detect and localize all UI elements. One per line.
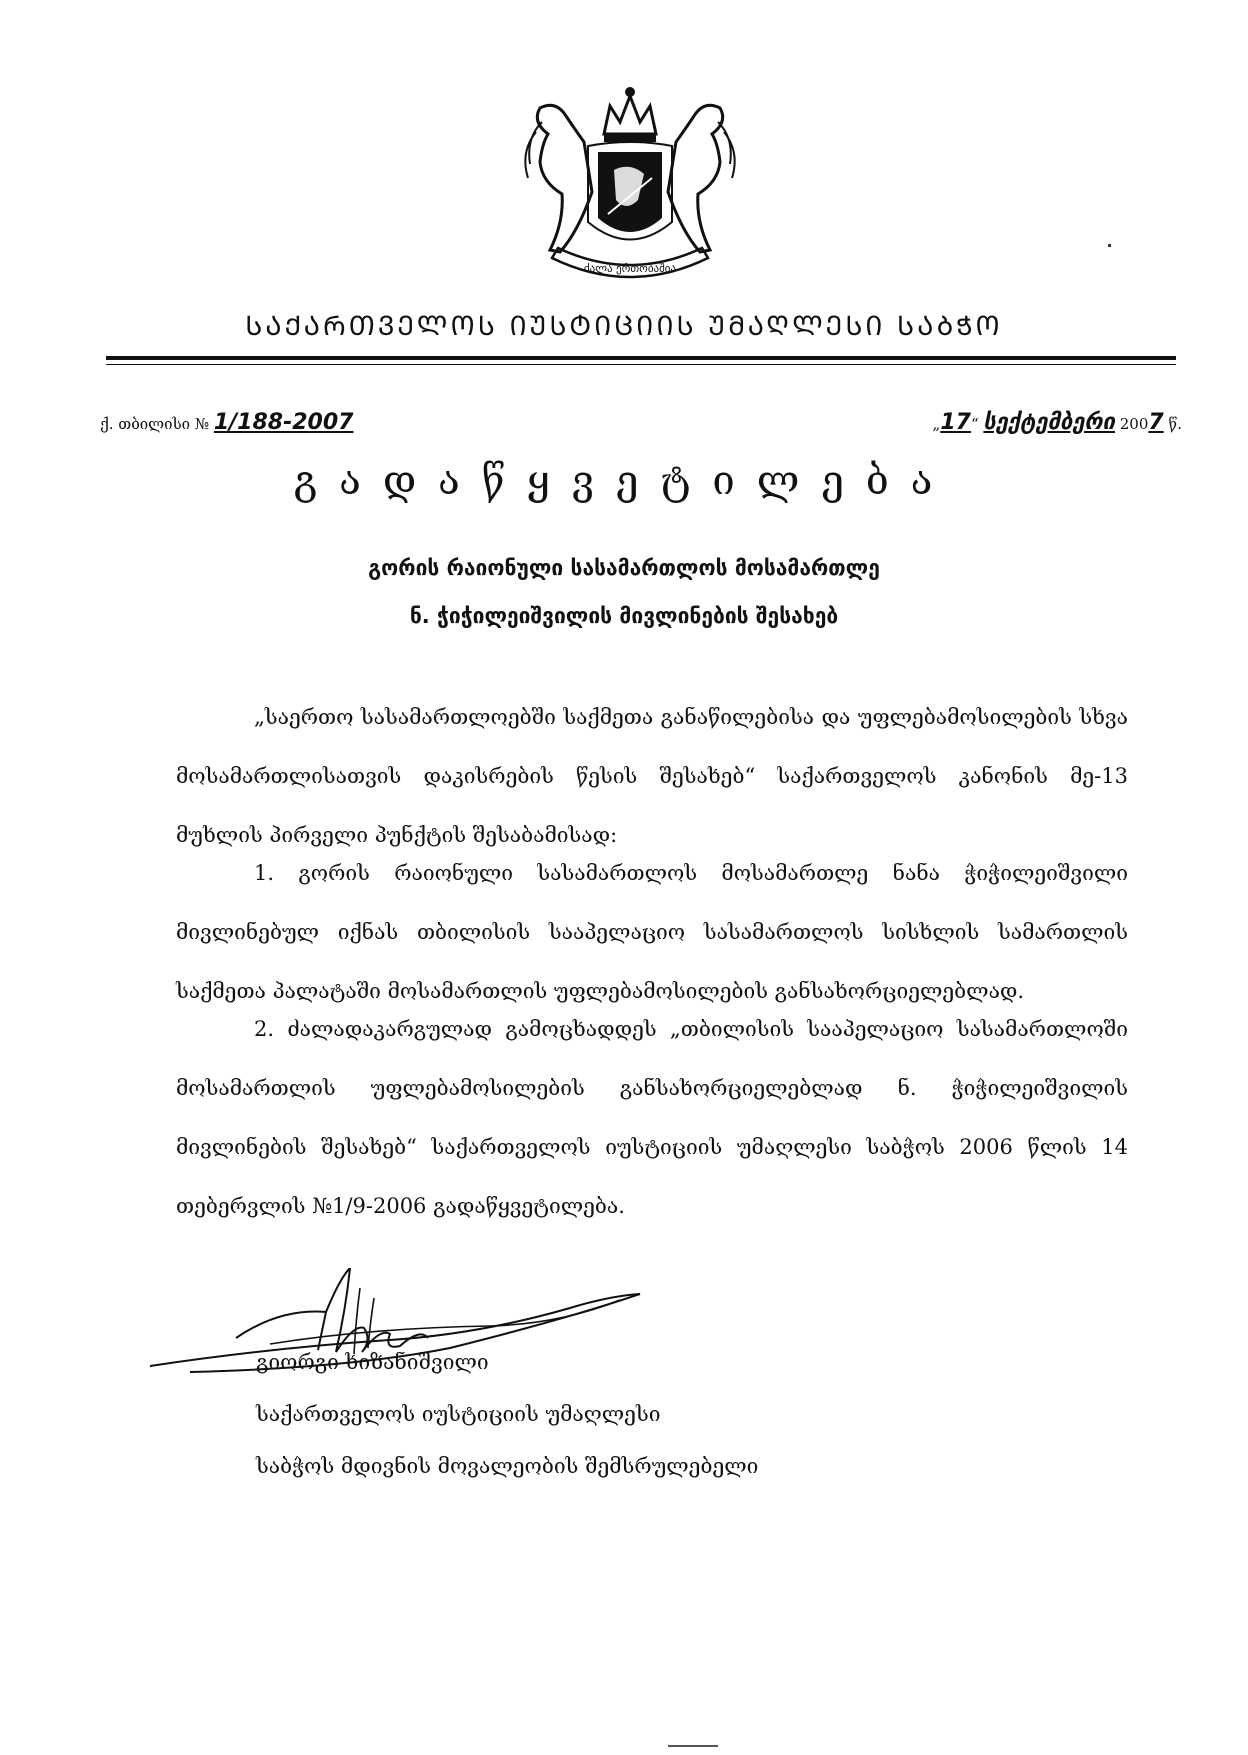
- signatory-name: გიორგი ხიზანიშვილი: [256, 1350, 489, 1374]
- date-year-hand: 7: [1148, 410, 1164, 435]
- subject-line-2: ნ. ჭიჭილეიშვილის მივლინების შესახებ: [409, 604, 839, 628]
- date-year-prefix: 200: [1119, 415, 1149, 433]
- document-number-line: [100, 410, 353, 435]
- subject-line-1: გორის რაიონული სასამართლოს მოსამართლე: [368, 556, 880, 580]
- coat-of-arms-emblem: [512, 82, 748, 296]
- header-divider-thin: [106, 364, 1176, 365]
- city-prefix: ქ. თბილისი №: [100, 415, 210, 433]
- intro-text: „საერთო სასამართლოებში საქმეთა განაწილებისა და უფლებამოსილების სხვა მოსამართლისათვის დაკისრების წესის შესახებ“ საქართველოს კანონის მე-13 მუხლის პირველი პუნქტის შესაბამისად:: [176, 705, 1128, 847]
- body-item-2: [176, 1000, 1128, 1236]
- document-number: 1/188-2007: [213, 410, 354, 435]
- item-1-text: 1. გორის რაიონული სასამართლოს მოსამართლე ნანა ჭიჭილეიშვილი მივლინებულ იქნას თბილისის სააპელაციო სასამართლოს სისხლის სამართლის საქმეთა პალატაში მოსამართლის უფლებამოსილების განსახორციელებლად.: [176, 861, 1128, 1003]
- item-2-text: 2. ძალადაკარგულად გამოცხადდეს „თბილისის სააპელაციო სასამართლოში მოსამართლის უფლებამოსილების განსახორციელებლად ნ. ჭიჭილეიშვილის მივლინების შესახებ“ საქართველოს იუსტიციის უმაღლესი საბჭოს 2006 წლის 14 თებერვლის №1/9-2006 გადაწყვეტილება.: [176, 1017, 1128, 1218]
- date-month: სექტემბერი: [983, 410, 1115, 435]
- document-date-line: „17“ სექტემბერი 2007 წ.: [932, 410, 1182, 435]
- signatory-position-line-2: საბჭოს მდივნის მოვალეობის შემსრულებელი: [256, 1454, 759, 1478]
- date-day: 17: [940, 410, 971, 435]
- header-divider: [106, 356, 1176, 360]
- signatory-position-line-1: საქართველოს იუსტიციის უმაღლესი: [256, 1402, 661, 1426]
- body-intro-paragraph: [176, 688, 1128, 865]
- institution-name: ᲡᲐᲥᲐᲠᲗᲕᲔᲚᲝᲡ ᲘᲣᲡᲢᲘᲪᲘᲘᲡ ᲣᲛᲐᲦᲚᲔᲡᲘ ᲡᲐᲑᲭᲝ: [245, 311, 1003, 342]
- date-suffix: წ.: [1168, 415, 1182, 433]
- body-item-1: [176, 844, 1128, 1021]
- document-title: გადაწყვეტილება: [293, 458, 955, 504]
- coat-ribbon-motto: ძალა ერთობაშია: [583, 262, 677, 275]
